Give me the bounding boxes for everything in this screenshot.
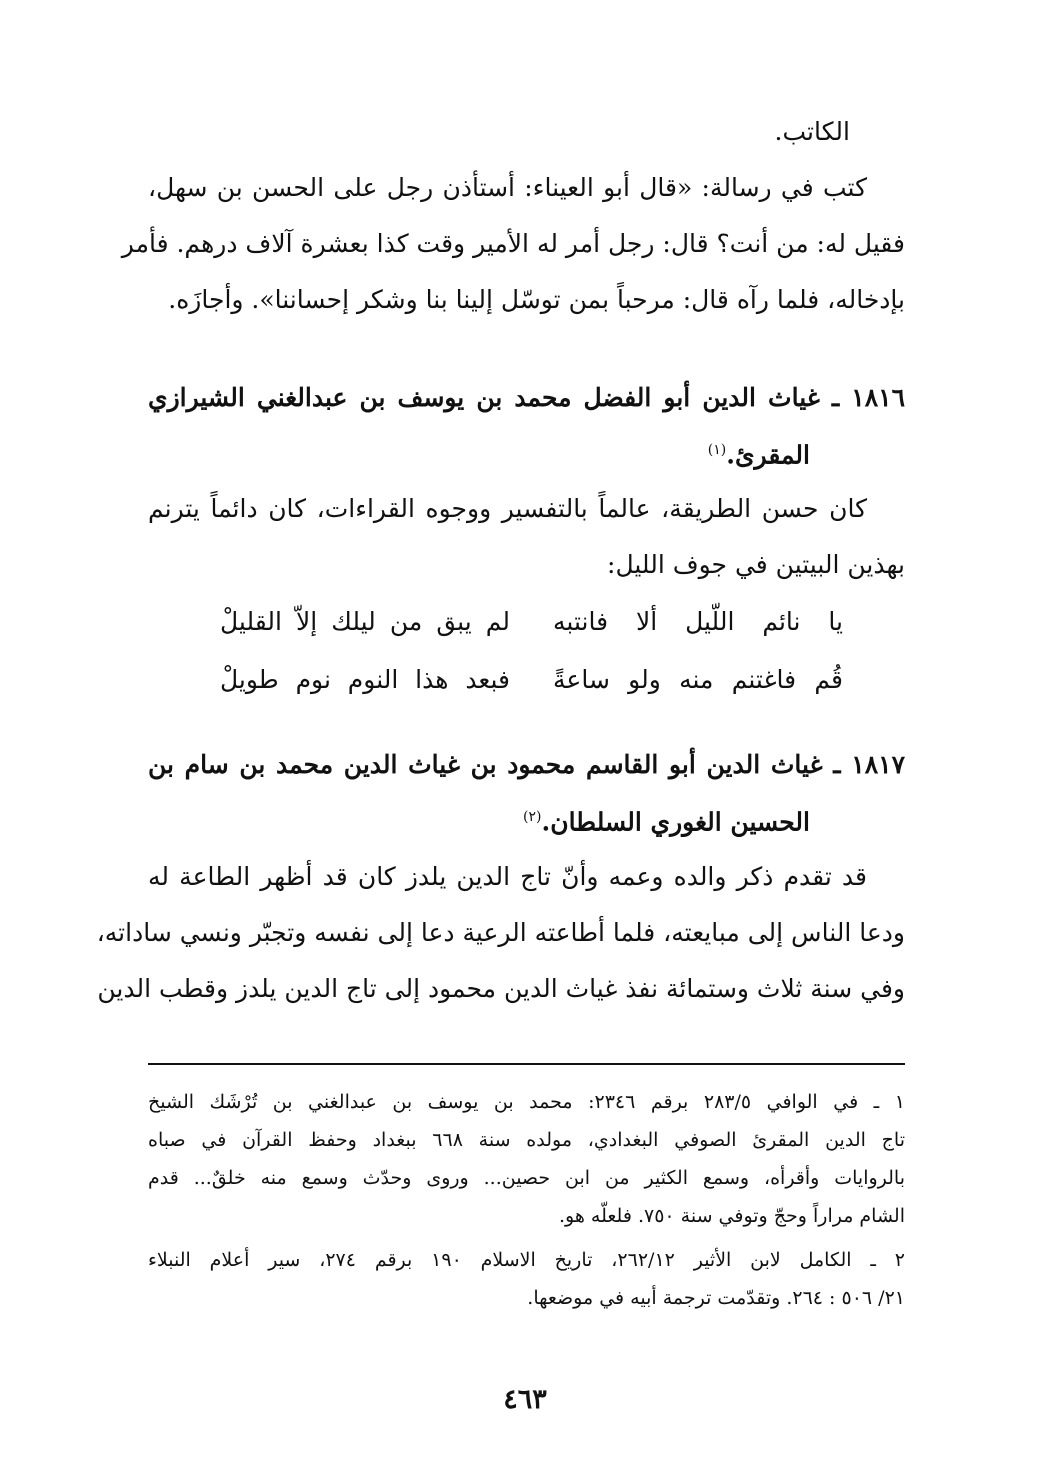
entry-1817-body-line: وفي سنة ثلاث وستمائة نفذ غياث الدين محمود إلى تاج الدين يلدز وقطب الدين xyxy=(97,973,905,1003)
footnote-ref-2: (٢) xyxy=(523,809,542,826)
page-number: ٤٦٣ xyxy=(503,1384,547,1415)
intro-paragraph-line: كتب في رسالة: «قال أبو العيناء: أستأذن رجل على الحسن بن سهل، xyxy=(148,173,867,202)
entry-1816-body-line: كان حسن الطريقة، عالماً بالتفسير ووجوه القراءات، كان دائماً يترنم xyxy=(148,494,867,524)
verse-hemistich-right: يا نائم اللّيل ألا فانتبه xyxy=(553,607,843,637)
footnote-divider xyxy=(148,1063,905,1065)
entry-1817-heading-text: الحسين الغوري السلطان. xyxy=(541,807,810,837)
footnote-2-line: ٢١/ ٥٠٦ : ٢٦٤. وتقدّمت ترجمة أبيه في موضعها. xyxy=(527,1286,905,1309)
footnote-ref-1: (١) xyxy=(707,442,727,458)
footnote-2-line: ٢ ـ الكامل لابن الأثير ٢٦٢/١٢، تاريخ الاسلام ١٩٠ برقم ٢٧٤، سير أعلام النبلاء xyxy=(148,1248,906,1271)
entry-1816-body-line: بهذين البيتين في جوف الليل: xyxy=(607,550,905,580)
verse-hemistich-left: فبعد هذا النوم نوم طويلْ xyxy=(220,665,510,695)
footnote-1-line: بالروايات وأقرأه، وسمع الكثير من ابن حصين... وروى وحدّث وسمع منه خلقٌ... قدم xyxy=(148,1166,905,1189)
entry-1817-body-line: قد تقدم ذكر والده وعمه وأنّ تاج الدين يلدز كان قد أظهر الطاعة له xyxy=(148,861,867,891)
intro-first-line: الكاتب. xyxy=(774,117,850,146)
verse-hemistich-left: لم يبق من ليلك إلاّ القليلْ xyxy=(220,607,510,637)
entry-1817-heading-continued xyxy=(148,791,905,848)
page-body xyxy=(96,104,906,1317)
footnote-1-line: الشام مراراً وحجّ وتوفي سنة ٧٥٠. فلعلّه هو. xyxy=(558,1204,905,1227)
intro-paragraph-line: بإدخاله، فلما رآه قال: مرحباً بمن توسّل إلينا بنا وشكر إحساننا». وأجازَه. xyxy=(168,285,905,314)
footnote-1-line: تاج الدين المقرئ الصوفي البغدادي، مولده سنة ٦٦٨ ببغداد وحفظ القرآن في صباه xyxy=(148,1128,905,1151)
verse-row xyxy=(148,593,905,651)
verse-hemistich-right: قُم فاغتنم منه ولو ساعةً xyxy=(553,665,843,695)
entry-1816-heading-continued xyxy=(148,424,905,481)
intro-paragraph-line: فقيل له: من أنت؟ قال: رجل أمر له الأمير وقت كذا بعشرة آلاف درهم. فأمر xyxy=(121,229,905,258)
entry-1817-body-line: ودعا الناس إلى مبايعته، فلما أطاعته الرعية دعا إلى نفسه وتجبّر ونسي ساداته، xyxy=(96,917,905,947)
footnote-1-line: ١ ـ في الوافي ٢٨٣/٥ برقم ٢٣٤٦: محمد بن يوسف بن عبدالغني بن تُرْشَك الشيخ xyxy=(148,1090,905,1113)
verse-row xyxy=(148,651,905,709)
entry-1817-heading: ١٨١٧ ـ غياث الدين أبو القاسم محمود بن غياث الدين محمد بن سام بن xyxy=(148,750,906,780)
entry-1816-heading-text: المقرئ. xyxy=(726,440,810,470)
entry-1816-heading: ١٨١٦ ـ غياث الدين أبو الفضل محمد بن يوسف بن عبدالغني الشيرازي xyxy=(148,383,905,412)
